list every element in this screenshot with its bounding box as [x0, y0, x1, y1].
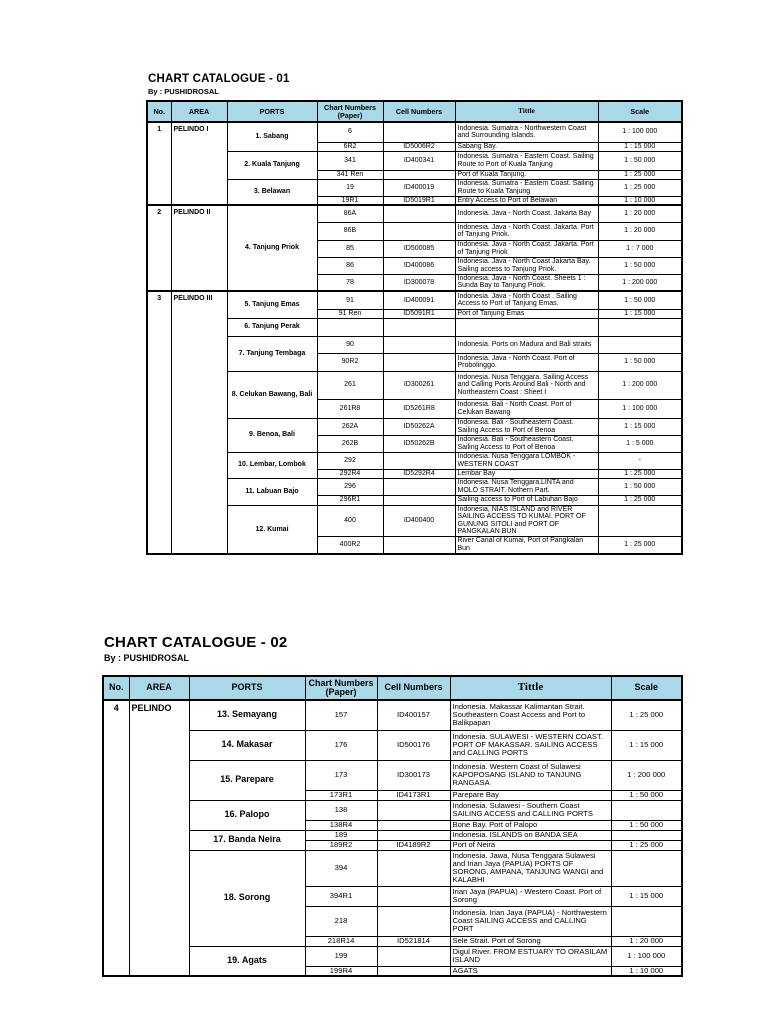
row-chart-number: 86	[317, 257, 383, 274]
row-chart-number: 341 Ren	[317, 170, 383, 179]
row-scale	[598, 505, 682, 536]
row-chart-number: 6R2	[317, 142, 383, 151]
row-port: 5. Tanjung Emas	[227, 291, 317, 318]
row-no: 1	[147, 122, 171, 205]
row-title: Indonesia. Java - North Coast . Sailing Access to Port of Tanjung Emas.	[455, 291, 598, 309]
row-scale	[611, 830, 682, 840]
row-cell-number: ID500176	[377, 730, 450, 760]
table-row	[147, 291, 682, 309]
row-scale	[611, 850, 682, 886]
row-title: Indonesia. Java - North Coast. Jakarta Bay	[455, 205, 598, 222]
row-cell-number	[377, 946, 450, 966]
row-cell-number	[383, 318, 455, 336]
row-scale: 1 : 25 000	[611, 700, 682, 730]
header-ports: PORTS	[227, 101, 317, 122]
row-cell-number	[383, 495, 455, 505]
table-row	[103, 700, 682, 730]
row-title: Port of Neira	[450, 840, 611, 850]
row-cell-number	[383, 353, 455, 371]
row-title: Indonesia. Java - North Coast Jakarta Bay. Sailing access to Tanjung Priok.	[455, 257, 598, 274]
row-scale: 1 : 10 000	[598, 196, 682, 205]
row-scale: 1 : 50 000	[611, 790, 682, 800]
row-title: Bone Bay. Port of Palopo	[450, 820, 611, 830]
row-chart-number: 262A	[317, 418, 383, 435]
header-no: No.	[147, 101, 171, 122]
row-cell-number: ID5091R1	[383, 309, 455, 318]
header-scale: Scale	[598, 101, 682, 122]
row-title: Indonesia. SULAWESI - WESTERN COAST. PORT OF MAKASSAR. SAILING ACCESS and CALLING PORTS	[450, 730, 611, 760]
row-area: PELINDO II	[171, 205, 227, 291]
row-chart-number: 138	[305, 800, 377, 820]
row-scale: 1 : 25 000	[598, 495, 682, 505]
row-chart-number: 19	[317, 179, 383, 196]
row-title: Sabang Bay.	[455, 142, 598, 151]
table-row	[147, 371, 682, 399]
row-chart-number: 341	[317, 151, 383, 170]
row-chart-number: 292	[317, 452, 383, 469]
row-scale	[598, 318, 682, 336]
row-cell-number	[377, 850, 450, 886]
row-title: Indonesia. Sumatra - Northwestern Coast and Surrounding Islands.	[455, 122, 598, 142]
table-row	[147, 179, 682, 196]
table-row	[147, 318, 682, 336]
row-port: 15. Parepare	[189, 760, 305, 800]
row-title: Entry Access to Port of Belawan	[455, 196, 598, 205]
table-header-row	[147, 101, 682, 122]
table-row	[103, 830, 682, 840]
row-cell-number	[377, 830, 450, 840]
row-cell-number	[383, 336, 455, 353]
row-cell-number: ID50262A	[383, 418, 455, 435]
row-scale: 1 : 50 000	[598, 353, 682, 371]
row-cell-number	[383, 170, 455, 179]
row-chart-number: 218	[305, 906, 377, 936]
row-cell-number	[383, 205, 455, 222]
row-chart-number: 86B	[317, 222, 383, 240]
row-title: Indonesia. Nusa Tenggara. Sailing Access and Calling Ports Around Bali - North and Northeastern Coast : Sheet I	[455, 371, 598, 399]
row-title: Indonesia. Java - North Coast. Jakarta. Port of Tanjung Priok.	[455, 222, 598, 240]
row-scale: 1 : 15 000	[611, 730, 682, 760]
row-chart-number: 261R8	[317, 399, 383, 418]
row-scale	[598, 336, 682, 353]
row-cell-number: ID400019	[383, 179, 455, 196]
row-title: Indonesia, NIAS ISLAND and RIVER SAILING ACCESS TO KUMAI. PORT OF GUNUNG SITOLI and PORT OF PANGKALAN BUN	[455, 505, 598, 536]
row-scale: 1 : 20 000	[611, 936, 682, 946]
catalogue-02-byline: By : PUSHIDROSAL	[104, 653, 190, 663]
row-cell-number: ID300078	[383, 274, 455, 291]
header-chart-numbers: Chart Numbers (Paper)	[305, 676, 377, 700]
row-scale: 1 : 200 000	[598, 371, 682, 399]
row-scale: 1 : 50 000	[598, 257, 682, 274]
row-cell-number: ID400157	[377, 700, 450, 730]
row-title: Indonesia. Bali - North Coast. Port of Celukan Bawang	[455, 399, 598, 418]
row-chart-number: 90	[317, 336, 383, 353]
row-scale: 1 : 100 000	[611, 946, 682, 966]
row-scale: 1 : 25 000	[598, 179, 682, 196]
row-no: 4	[103, 700, 129, 976]
header-cell-numbers: Cell Numbers	[377, 676, 450, 700]
row-cell-number	[377, 906, 450, 936]
row-port: 17. Banda Neira	[189, 830, 305, 850]
row-title: Indonesia. Sulawesi - Southern Coast SAILING ACCESS and CALLING PORTS	[450, 800, 611, 820]
row-chart-number: 296R1	[317, 495, 383, 505]
row-port: 4. Tanjung Priok	[227, 205, 317, 291]
row-chart-number: 157	[305, 700, 377, 730]
table-row	[147, 122, 682, 142]
catalogue-01-table	[146, 100, 683, 555]
row-chart-number: 261	[317, 371, 383, 399]
row-title: Indonesia. Java - North Coast. Port of Probolinggo.	[455, 353, 598, 371]
row-scale: 1 : 100 000	[598, 122, 682, 142]
row-title: Indonesia. Jawa, Nusa Tenggara Sulawesi and Irian Jaya (PAPUA) PORTS OF SORONG, AMPANA, TANJUNG WANGI and KALABHI	[450, 850, 611, 886]
row-chart-number: 199	[305, 946, 377, 966]
row-title: Irian Jaya (PAPUA) - Western Coast. Port of Sorong	[450, 886, 611, 906]
row-chart-number: 91 Ren	[317, 309, 383, 318]
row-port: 3. Belawan	[227, 179, 317, 205]
row-port: 19. Agats	[189, 946, 305, 976]
header-scale: Scale	[611, 676, 682, 700]
row-cell-number	[383, 122, 455, 142]
row-title: Indonesia. Sumatra - Eastern Coast. Sailing Route to Kuala Tanjung	[455, 179, 598, 196]
header-area: AREA	[129, 676, 189, 700]
row-cell-number: ID5261R8	[383, 399, 455, 418]
table-row	[103, 730, 682, 760]
row-title: Indonesia. Java - North Coast. Sheets 1 : Sunda Bay to Tanjung Priok.	[455, 274, 598, 291]
row-area: PELINDO	[129, 700, 189, 976]
row-cell-number	[383, 536, 455, 554]
row-chart-number: 86A	[317, 205, 383, 222]
table-row	[147, 151, 682, 170]
row-title	[455, 318, 598, 336]
catalogue-02-title: CHART CATALOGUE - 02	[104, 634, 288, 651]
row-scale: 1 : 20 000	[598, 205, 682, 222]
row-scale: 1 : 15 000	[598, 142, 682, 151]
row-port: 14. Makasar	[189, 730, 305, 760]
row-title: Indonesia. Western Coast of Sulawesi KAPOPOSANG ISLAND to TANJUNG RANGASA	[450, 760, 611, 790]
row-chart-number: 173R1	[305, 790, 377, 800]
catalogue-01-byline: By : PUSHIDROSAL	[148, 87, 219, 96]
header-no: No.	[103, 676, 129, 700]
row-chart-number: 262B	[317, 435, 383, 452]
row-cell-number: ID50262B	[383, 435, 455, 452]
row-cell-number: ID500085	[383, 240, 455, 257]
row-port: 10. Lembar, Lombok	[227, 452, 317, 478]
table-row	[147, 418, 682, 435]
row-scale: 1 : 200 000	[611, 760, 682, 790]
row-port: 6. Tanjung Perak	[227, 318, 317, 336]
row-chart-number: 394R1	[305, 886, 377, 906]
table-row	[147, 452, 682, 469]
row-title: Indonesia. Makassar Kalimantan Strait. Southeastern Coast Access and Port to Balikpapan	[450, 700, 611, 730]
catalogue-02-table	[102, 675, 683, 977]
row-title: AGATS	[450, 966, 611, 976]
row-chart-number: 400R2	[317, 536, 383, 554]
row-cell-number: ID4189R2	[377, 840, 450, 850]
table-row	[147, 336, 682, 353]
row-scale	[611, 906, 682, 936]
row-scale: 1 : 50 000	[598, 478, 682, 495]
row-title: Indonesia. ISLANDS on BANDA SEA	[450, 830, 611, 840]
table-row	[147, 478, 682, 495]
row-no: 3	[147, 291, 171, 554]
row-scale: 1 : 25 000	[598, 536, 682, 554]
row-scale: 1 : 25 000	[598, 469, 682, 478]
row-title: River Canal of Kumai, Port of Pangkalan Bun	[455, 536, 598, 554]
row-chart-number: 91	[317, 291, 383, 309]
row-port: 16. Palopo	[189, 800, 305, 830]
row-port: 13. Semayang	[189, 700, 305, 730]
table-row	[103, 946, 682, 966]
row-scale: 1 : 200 000	[598, 274, 682, 291]
row-chart-number: 19R1	[317, 196, 383, 205]
row-cell-number: ID4173R1	[377, 790, 450, 800]
row-cell-number: ID400400	[383, 505, 455, 536]
row-chart-number: 292R4	[317, 469, 383, 478]
row-scale: 1 : 25 000	[598, 170, 682, 179]
row-scale: 1 : 50 000	[598, 291, 682, 309]
row-scale: 1 : 100 000	[598, 399, 682, 418]
row-area: PELINDO III	[171, 291, 227, 554]
header-cell-numbers: Cell Numbers	[383, 101, 455, 122]
row-chart-number: 138R4	[305, 820, 377, 830]
row-cell-number	[383, 452, 455, 469]
row-port: 2. Kuala Tanjung	[227, 151, 317, 179]
row-title: Indonesia. Irian Jaya (PAPUA) - Northwestern Coast SAILING ACCESS and CALLING PORT	[450, 906, 611, 936]
row-chart-number: 90R2	[317, 353, 383, 371]
row-scale: 1 : 15 000	[598, 418, 682, 435]
row-title: Digul River. FROM ESTUARY TO ORASILAM ISLAND	[450, 946, 611, 966]
row-port: 1. Sabang	[227, 122, 317, 151]
row-title: Indonesia. Bali - Southeastern Coast. Sailing Access to Port of Benoa	[455, 435, 598, 452]
row-chart-number: 85	[317, 240, 383, 257]
row-port: 9. Benoa, Bali	[227, 418, 317, 452]
row-chart-number: 78	[317, 274, 383, 291]
row-area: PELINDO I	[171, 122, 227, 205]
row-scale: 1 : 20 000	[598, 222, 682, 240]
row-title: Indonesia. Sumatra - Eastern Coast. Sailing Route to Port of Kuala Tanjung	[455, 151, 598, 170]
row-chart-number: 176	[305, 730, 377, 760]
table-row	[147, 205, 682, 222]
row-port: 7. Tanjung Tembaga	[227, 336, 317, 371]
row-chart-number: 189R2	[305, 840, 377, 850]
row-cell-number	[377, 886, 450, 906]
row-title: Indonesia. Nusa Tenggara.LINTA and MOLO STRAIT. Nothern Part.	[455, 478, 598, 495]
row-cell-number	[383, 478, 455, 495]
row-title: Port of Kuala Tanjung.	[455, 170, 598, 179]
row-scale	[611, 800, 682, 820]
row-scale: 1 : 7 000	[598, 240, 682, 257]
row-title: Sele Strait. Port of Sorong	[450, 936, 611, 946]
row-chart-number: 218R14	[305, 936, 377, 946]
row-port: 18. Sorong	[189, 850, 305, 946]
row-scale: 1 : 5 000	[598, 435, 682, 452]
row-cell-number	[377, 966, 450, 976]
row-cell-number: ID400086	[383, 257, 455, 274]
table-row	[103, 760, 682, 790]
row-scale: 1 : 25 000	[611, 840, 682, 850]
row-chart-number: 6	[317, 122, 383, 142]
row-cell-number: ID300173	[377, 760, 450, 790]
row-scale: 1 : 10 000	[611, 966, 682, 976]
row-scale: 1 : 15 000	[611, 886, 682, 906]
row-chart-number: 199R4	[305, 966, 377, 976]
row-cell-number	[383, 222, 455, 240]
row-title: Indonesia. Java - North Coast. Jakarta. Port of Tanjung Priok	[455, 240, 598, 257]
catalogue-01-title: CHART CATALOGUE - 01	[148, 73, 290, 85]
row-title: Indonesia. Bali - Southeastern Coast. Sailing Access to Port of Benoa	[455, 418, 598, 435]
row-chart-number: 189	[305, 830, 377, 840]
row-cell-number: ID521814	[377, 936, 450, 946]
row-cell-number: ID5019R1	[383, 196, 455, 205]
header-chart-numbers: Chart Numbers (Paper)	[317, 101, 383, 122]
header-tittle: Tittle	[450, 676, 611, 700]
row-chart-number: 296	[317, 478, 383, 495]
row-scale: 1 : 50 000	[598, 151, 682, 170]
row-title: Sailing access to Port of Labuhan Bajo	[455, 495, 598, 505]
row-port: 8. Celukan Bawang, Bali	[227, 371, 317, 418]
row-no: 2	[147, 205, 171, 291]
row-title: Lembar Bay	[455, 469, 598, 478]
row-title: Port of Tanjung Emas	[455, 309, 598, 318]
row-chart-number: 394	[305, 850, 377, 886]
row-chart-number	[317, 318, 383, 336]
row-port: 11. Labuan Bajo	[227, 478, 317, 505]
row-title: Parepare Bay	[450, 790, 611, 800]
row-cell-number: ID400091	[383, 291, 455, 309]
row-scale: 1 : 50 000	[611, 820, 682, 830]
row-port: 12. Kumai	[227, 505, 317, 554]
row-chart-number: 173	[305, 760, 377, 790]
table-row	[103, 800, 682, 820]
row-cell-number	[377, 800, 450, 820]
row-cell-number: ID5292R4	[383, 469, 455, 478]
row-title: Indonesia. Nusa Tenggara LOMBOK - WESTERN COAST	[455, 452, 598, 469]
row-cell-number	[377, 820, 450, 830]
table-header-row	[103, 676, 682, 700]
row-title: Indonesia. Ports on Madura and Bali straits	[455, 336, 598, 353]
row-chart-number: 400	[317, 505, 383, 536]
header-ports: PORTS	[189, 676, 305, 700]
table-row	[103, 850, 682, 886]
table-row	[147, 505, 682, 536]
row-scale: -	[598, 452, 682, 469]
header-area: AREA	[171, 101, 227, 122]
row-cell-number: ID400341	[383, 151, 455, 170]
header-tittle: Tittle	[455, 101, 598, 122]
row-scale: 1 : 15 000	[598, 309, 682, 318]
row-cell-number: ID300261	[383, 371, 455, 399]
row-cell-number: ID5006R2	[383, 142, 455, 151]
